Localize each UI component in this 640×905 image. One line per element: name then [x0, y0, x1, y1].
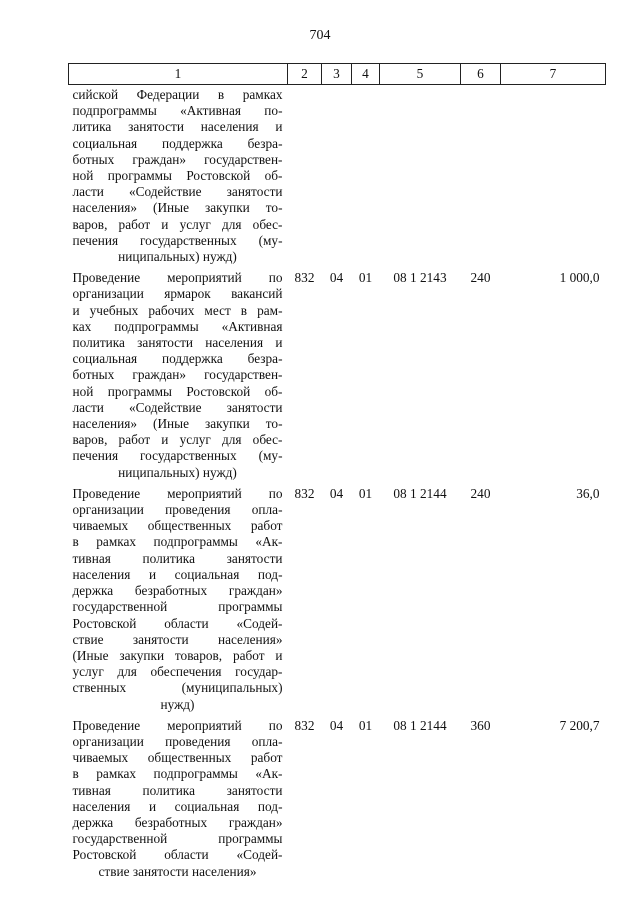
ministry-code: 832 — [294, 485, 315, 501]
subsection-code: 01 — [358, 485, 373, 501]
description-line: Ростовской области «Содей- — [72, 615, 283, 631]
page-number: 704 — [309, 28, 331, 43]
description-line: Ростовской области «Содей- — [72, 847, 283, 863]
row-description — [69, 268, 288, 484]
description-line: организации проведения опла- — [72, 733, 283, 749]
description-line: печения государственных (му- — [72, 448, 283, 464]
table-row — [69, 85, 606, 269]
description-line: тивная политика занятости — [72, 550, 283, 566]
target-article-code: 08 1 2143 — [393, 270, 447, 286]
description-line: ботных граждан» государствен- — [72, 151, 283, 167]
description-line: ласти «Содействие занятости — [72, 184, 283, 200]
column-header-3: 3 — [322, 64, 352, 85]
amount: 7 200,7 — [559, 717, 600, 733]
column-header-4: 4 — [352, 64, 380, 85]
amount: 36,0 — [576, 485, 600, 501]
description-line: населения и социальная под- — [72, 566, 283, 582]
description-line: организации проведения опла- — [72, 502, 283, 518]
ministry-code: 832 — [294, 270, 315, 286]
description-line: Проведение мероприятий по — [72, 270, 283, 286]
description-line: держка безработных граждан» — [72, 583, 283, 599]
row-description — [69, 716, 288, 883]
description-line: Проведение мероприятий по — [72, 717, 283, 733]
description-line: варов, работ и услуг для обес- — [72, 216, 283, 232]
row-description — [69, 85, 288, 269]
description-line: государственной программы — [72, 599, 283, 615]
column-header-2: 2 — [288, 64, 322, 85]
section-code: 04 — [329, 485, 344, 501]
description-line: подпрограммы «Активная по- — [72, 103, 283, 119]
table-row — [69, 716, 606, 883]
description-line: ботных граждан» государствен- — [72, 367, 283, 383]
description-line: печения государственных (му- — [72, 232, 283, 248]
description-line: ках подпрограммы «Активная — [72, 318, 283, 334]
description-line: государственной программы — [72, 831, 283, 847]
description-line: социальная поддержка безра- — [72, 135, 283, 151]
table-header — [69, 64, 606, 85]
section-code: 04 — [329, 270, 344, 286]
description-line: ствие занятости населения» — [72, 631, 283, 647]
description-line: населения» (Иные закупки то- — [72, 416, 283, 432]
description-line: ственных (муниципальных) — [72, 680, 283, 696]
table-row — [69, 484, 606, 716]
target-article-code — [380, 85, 461, 269]
description-line: чиваемых общественных работ — [72, 750, 283, 766]
expense-type-code: 240 — [470, 270, 491, 286]
column-header-5: 5 — [380, 64, 461, 85]
subsection-code — [352, 85, 380, 269]
description-line: политика занятости населения и — [72, 335, 283, 351]
table-body — [69, 85, 606, 883]
target-article-code: 08 1 2144 — [393, 717, 447, 733]
description-line: ниципальных) нужд) — [118, 249, 237, 265]
description-line: нужд) — [160, 696, 195, 712]
description-line: держка безработных граждан» — [72, 814, 283, 830]
description-line: населения и социальная под- — [72, 798, 283, 814]
description-line: тивная политика занятости — [72, 782, 283, 798]
budget-table — [68, 63, 606, 883]
description-line: населения» (Иные закупки то- — [72, 200, 283, 216]
description-line: в рамках подпрограммы «Ак- — [72, 534, 283, 550]
table-row — [69, 268, 606, 484]
description-line: чиваемых общественных работ — [72, 518, 283, 534]
description-line: ной программы Ростовской об- — [72, 168, 283, 184]
expense-type-code: 240 — [470, 485, 491, 501]
description-line: организации ярмарок вакансий — [72, 286, 283, 302]
column-header-1: 1 — [69, 64, 288, 85]
description-line: в рамках подпрограммы «Ак- — [72, 766, 283, 782]
ministry-code: 832 — [294, 717, 315, 733]
row-description — [69, 484, 288, 716]
description-line: и учебных рабочих мест в рам- — [72, 302, 283, 318]
expense-type-code: 360 — [470, 717, 491, 733]
description-line: ниципальных) нужд) — [118, 464, 237, 480]
column-header-7: 7 — [501, 64, 606, 85]
subsection-code: 01 — [358, 717, 373, 733]
description-line: сийской Федерации в рамках — [72, 87, 283, 102]
section-code — [322, 85, 352, 269]
description-line: социальная поддержка безра- — [72, 351, 283, 367]
ministry-code — [288, 85, 322, 269]
target-article-code: 08 1 2144 — [393, 485, 447, 501]
description-line: ствие занятости населения» — [98, 863, 257, 879]
description-line: (Иные закупки товаров, работ и — [72, 647, 283, 663]
column-header-6: 6 — [461, 64, 501, 85]
header-row — [69, 64, 606, 85]
amount: 1 000,0 — [559, 270, 600, 286]
expense-type-code — [461, 85, 501, 269]
description-line: варов, работ и услуг для обес- — [72, 432, 283, 448]
section-code: 04 — [329, 717, 344, 733]
description-line: ласти «Содействие занятости — [72, 399, 283, 415]
subsection-code: 01 — [358, 270, 373, 286]
amount — [501, 85, 606, 269]
description-line: Проведение мероприятий по — [72, 485, 283, 501]
description-line: услуг для обеспечения государ- — [72, 664, 283, 680]
description-line: ной программы Ростовской об- — [72, 383, 283, 399]
description-line: литика занятости населения и — [72, 119, 283, 135]
